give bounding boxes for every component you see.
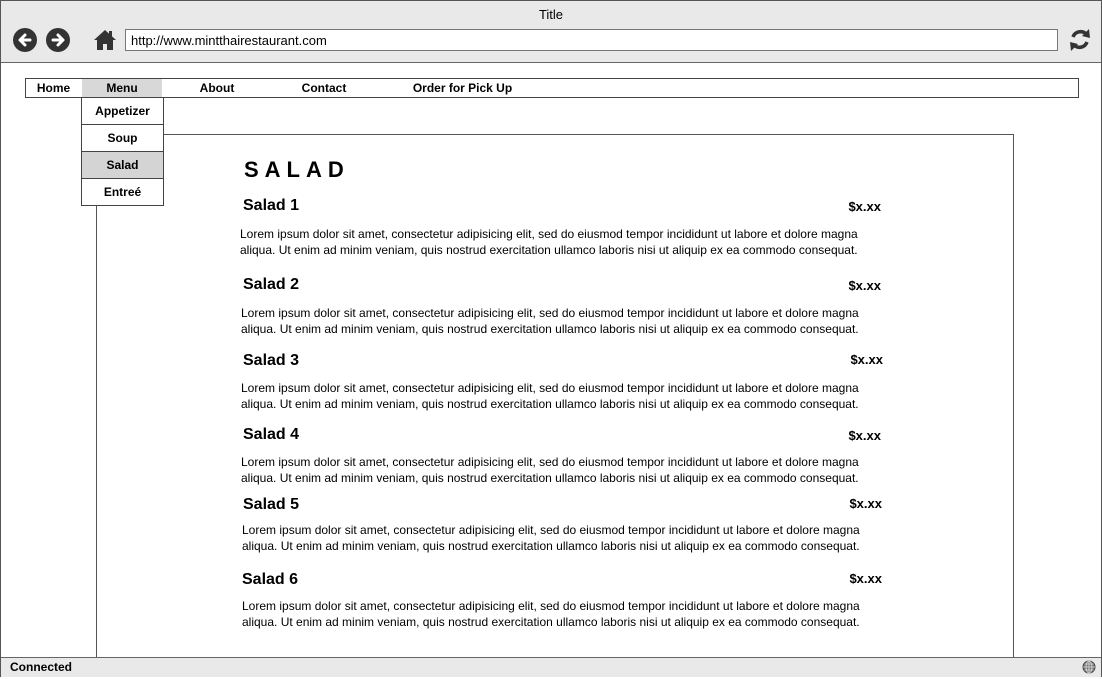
item-name: Salad 2 (243, 276, 300, 293)
home-icon[interactable] (93, 28, 117, 52)
globe-icon (1082, 660, 1096, 674)
item-name: Salad 1 (243, 197, 300, 214)
item-price: $x.xx (849, 496, 882, 511)
back-arrow-icon[interactable] (13, 28, 37, 52)
nav-item-about[interactable]: About (199, 81, 235, 95)
refresh-icon[interactable] (1068, 27, 1092, 53)
item-name: Salad 5 (243, 496, 300, 513)
nav-menubar (25, 78, 1079, 98)
window-title: Title (538, 7, 564, 22)
item-name: Salad 6 (242, 571, 299, 588)
status-text: Connected (10, 660, 73, 674)
item-description: Lorem ipsum dolor sit amet, consectetur adipisicing elit, sed do eiusmod tempor incididunt ut labore et dolore magna aliqua. Ut enim ad minim veniam, quis nostrud exercitation ullamco laboris nisi ut aliquip ex ea commodo consequat. (242, 523, 860, 553)
nav-item-home[interactable]: Home (36, 81, 71, 95)
item-description: Lorem ipsum dolor sit amet, consectetur adipisicing elit, sed do eiusmod tempor incididunt ut labore et dolore magna aliqua. Ut enim ad minim veniam, quis nostrud exercitation ullamco laboris nisi ut aliquip ex ea commodo consequat. (241, 306, 859, 336)
title-bar (1, 1, 1101, 63)
menu-dropdown (81, 97, 164, 206)
nav-item-order[interactable]: Order for Pick Up (412, 81, 513, 95)
forward-arrow-icon[interactable] (46, 28, 70, 52)
dropdown-item-salad[interactable]: Salad (82, 152, 163, 179)
item-description: Lorem ipsum dolor sit amet, consectetur adipisicing elit, sed do eiusmod tempor incididunt ut labore et dolore magna aliqua. Ut enim ad minim veniam, quis nostrud exercitation ullamco laboris nisi ut aliquip ex ea commodo consequat. (241, 455, 859, 485)
dropdown-item-soup[interactable]: Soup (82, 125, 163, 152)
section-heading: SALAD (244, 157, 350, 182)
item-price: $x.xx (850, 352, 883, 367)
dropdown-item-entree[interactable]: Entreé (103, 185, 142, 199)
item-description: Lorem ipsum dolor sit amet, consectetur adipisicing elit, sed do eiusmod tempor incididunt ut labore et dolore magna aliqua. Ut enim ad minim veniam, quis nostrud exercitation ullamco laboris nisi ut aliquip ex ea commodo consequat. (241, 381, 859, 411)
nav-item-contact[interactable]: Contact (301, 81, 347, 95)
dropdown-item-appetizer[interactable]: Appetizer (82, 98, 163, 125)
item-description: Lorem ipsum dolor sit amet, consectetur adipisicing elit, sed do eiusmod tempor incididunt ut labore et dolore magna aliqua. Ut enim ad minim veniam, quis nostrud exercitation ullamco laboris nisi ut aliquip ex ea commodo consequat. (240, 227, 858, 257)
item-name: Salad 4 (243, 426, 300, 443)
item-price: $x.xx (848, 428, 881, 443)
nav-item-menu[interactable]: Menu (82, 79, 162, 97)
status-bar (1, 657, 1101, 677)
item-name: Salad 3 (243, 352, 300, 369)
item-price: $x.xx (848, 278, 881, 293)
item-price: $x.xx (848, 199, 881, 214)
item-description: Lorem ipsum dolor sit amet, consectetur adipisicing elit, sed do eiusmod tempor incididunt ut labore et dolore magna aliqua. Ut enim ad minim veniam, quis nostrud exercitation ullamco laboris nisi ut aliquip ex ea commodo consequat. (242, 599, 860, 629)
url-input[interactable]: http://www.mintthairestaurant.com (125, 29, 1058, 51)
item-price: $x.xx (849, 571, 882, 586)
